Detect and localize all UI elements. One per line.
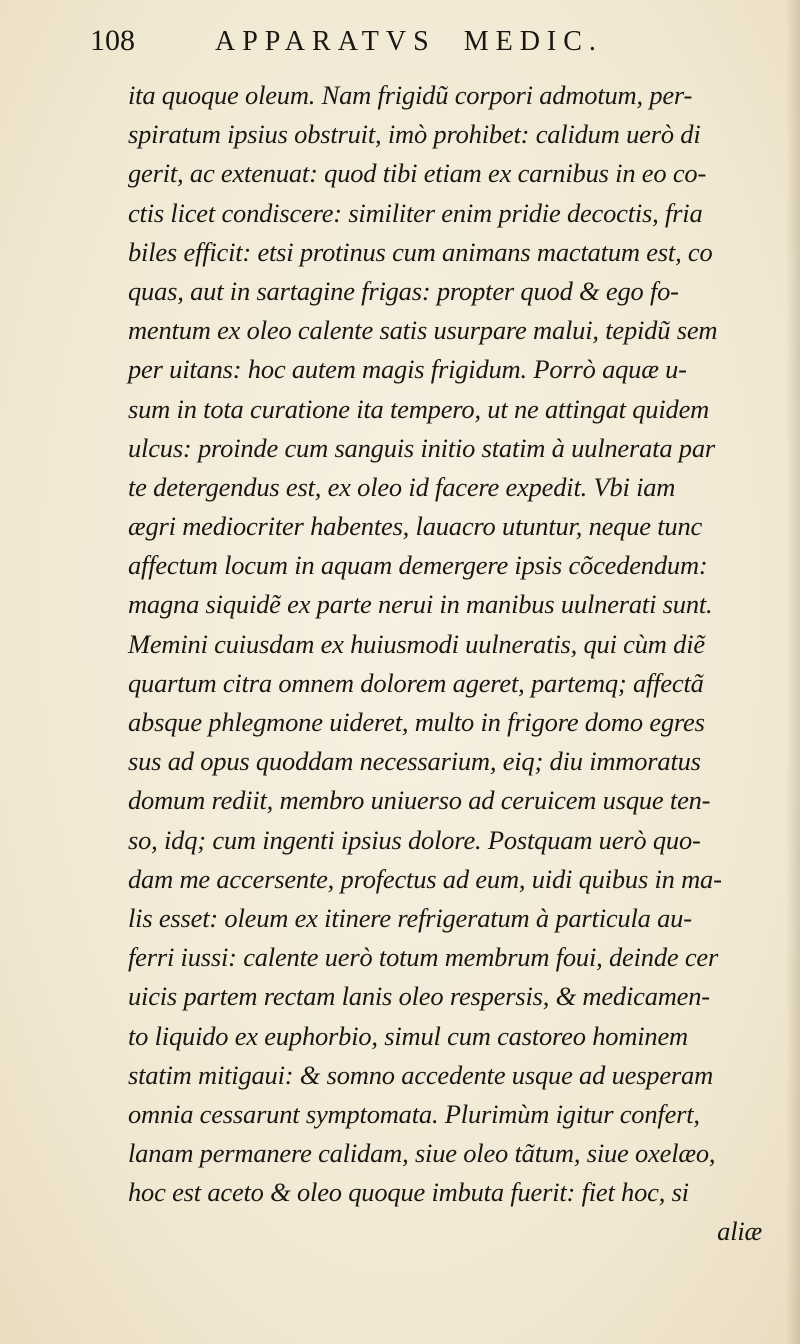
text-line: ægri mediocriter habentes, lauacro utuntur, neque tunc: [128, 511, 703, 542]
text-line: uicis partem rectam lanis oleo respersis, & medicamen-: [128, 981, 710, 1012]
page-header: [90, 24, 780, 64]
body-text: [128, 76, 778, 1252]
catchword: aliæ: [717, 1216, 762, 1247]
running-title: APPARATVS MEDIC.: [215, 26, 603, 57]
text-line: ctis licet condiscere: similiter enim pridie decoctis, fria: [128, 197, 703, 228]
text-line: hoc est aceto & oleo quoque imbuta fuerit: fiet hoc, si: [128, 1177, 689, 1208]
text-line: sum in tota curatione ita tempero, ut ne attingat quidem: [128, 393, 710, 424]
text-line: ulcus: proinde cum sanguis initio statim à uulnerata par: [128, 432, 716, 463]
text-line: omnia cessarunt symptomata. Plurimùm igitur confert,: [128, 1098, 700, 1129]
text-line: sus ad opus quoddam necessarium, eiq; diu immoratus: [128, 746, 701, 777]
text-line: statim mitigaui: & somno accedente usque ad uesperam: [128, 1059, 714, 1090]
text-line: to liquido ex euphorbio, simul cum castoreo hominem: [128, 1020, 688, 1051]
text-line: per uitans: hoc autem magis frigidum. Porrò aquæ u-: [128, 354, 687, 385]
text-line: so, idq; cum ingenti ipsius dolore. Postquam uerò quo-: [128, 824, 701, 855]
text-line: te detergendus est, ex oleo id facere expedit. Vbi iam: [128, 471, 676, 502]
text-line: quas, aut in sartagine frigas: propter quod & ego fo-: [128, 275, 679, 306]
text-line: lanam permanere calidam, siue oleo tãtum, siue oxelæo,: [128, 1138, 716, 1169]
text-line: gerit, ac extenuat: quod tibi etiam ex carnibus in eo co-: [128, 158, 707, 189]
text-line: affectum locum in aquam demergere ipsis cõcedendum:: [128, 550, 708, 581]
text-line: mentum ex oleo calente satis usurpare malui, tepidũ sem: [128, 315, 718, 346]
text-line: absque phlegmone uideret, multo in frigore domo egres: [128, 707, 705, 737]
text-line: Memini cuiusdam ex huiusmodi uulneratis, qui cùm diẽ: [128, 628, 705, 659]
page-number: 108: [90, 24, 135, 57]
text-line: dam me accersente, profectus ad eum, uidi quibus in ma-: [128, 863, 722, 894]
text-line: biles efficit: etsi protinus cum animans mactatum est, co: [128, 236, 713, 267]
text-line: magna siquidẽ ex parte nerui in manibus uulnerati sunt.: [128, 589, 713, 620]
text-line: ferri iussi: calente uerò totum membrum foui, deinde cer: [128, 942, 719, 973]
text-line: spiratum ipsius obstruit, imò prohibet: calidum uerò di: [128, 119, 701, 150]
text-line: domum rediit, membro uniuerso ad ceruicem usque ten-: [128, 785, 711, 816]
text-line: ita quoque oleum. Nam frigidũ corpori admotum, per-: [128, 80, 693, 110]
page-edge-shadow: [786, 0, 800, 1344]
text-line: lis esset: oleum ex itinere refrigeratum à particula au-: [128, 902, 692, 933]
text-line: quartum citra omnem dolorem ageret, partemq; affectã: [128, 667, 704, 698]
